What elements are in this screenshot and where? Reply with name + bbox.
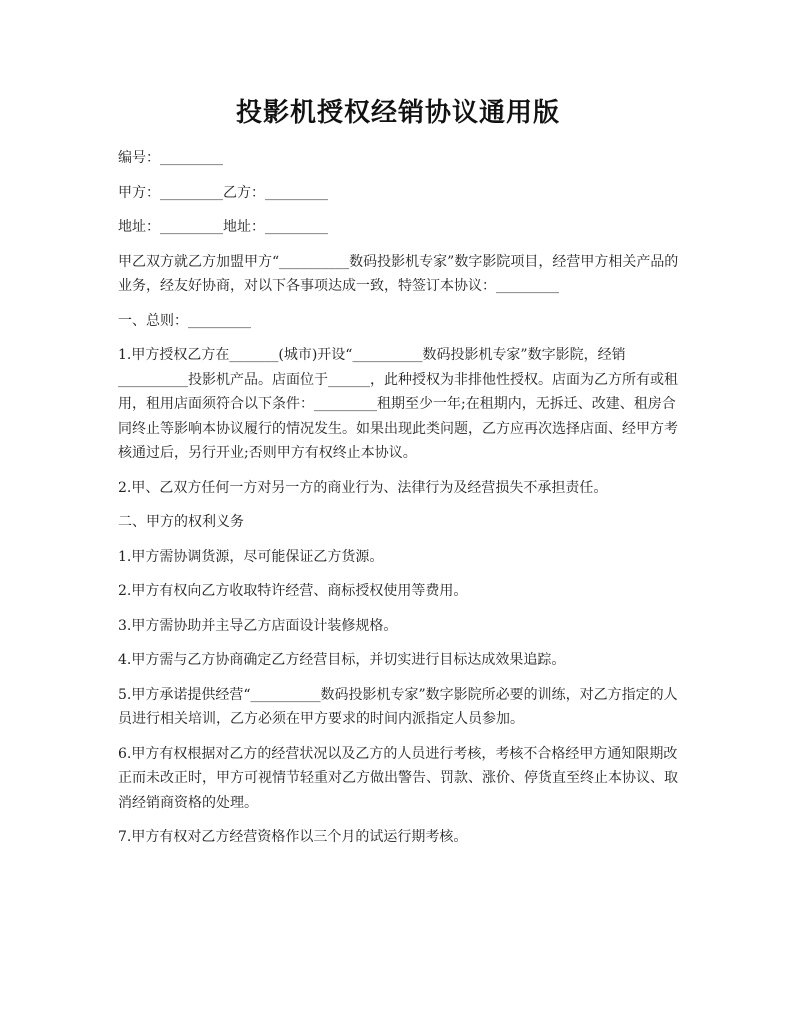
clause-party-a-7: 7.甲方有权对乙方经营资格作以三个月的试运行期考核。 (118, 829, 468, 845)
clause-party-a-6: 6.甲方有权根据对乙方的经营状况以及乙方的人员进行考核，考核不合格经甲方通知限期改正而未改正时，甲方可视情节轻重对乙方做出警告、罚款、涨价、停货直至终止本协议、取消经销商资格的处理。 (118, 745, 678, 811)
section-heading-general: 一、总则：_________ (118, 312, 251, 329)
section-heading-party-a-rights: 二、甲方的权利义务 (118, 514, 244, 530)
clause-party-a-4: 4.甲方需与乙方协商确定乙方经营目标，并切实进行目标达成效果追踪。 (118, 652, 566, 668)
parties-line: 甲方：_________乙方：_________ (118, 184, 328, 201)
clause-party-a-3: 3.甲方需协助并主导乙方店面设计装修规格。 (118, 617, 398, 634)
clause-general-2: 2.甲、乙双方任何一方对另一方的商业行为、法律行为及经营损失不承担责任。 (118, 479, 608, 496)
address-line: 地址：_________地址：_________ (118, 219, 328, 235)
clause-party-a-5: 5.甲方承诺提供经营“__________数码投影机专家”数字影院所必要的训练，对乙方指定的人员进行相关培训，乙方必须在甲方要求的时间内派指定人员参加。 (118, 686, 678, 727)
document-body (118, 146, 684, 860)
contract-number-line: 编号：_________ (118, 150, 223, 166)
document-title: 投影机授权经销协议通用版 (235, 98, 560, 128)
clause-general-1: 1.甲方授权乙方在_______(城市)开设“__________数码投影机专家”数字影院，经销__________投影机产品。店面位于______，此种授权为非排他性授权。店面为乙方所有或租用，租用店面须符合以下条件：_________租期至少一年;在租期内，无拆迁、改建、租房合同终止等影响本协议履行的情况发生。如果出现此类问题，乙方应再次选择店面、经甲方考核通过后，另行开业;否则甲方有权终止本协议。 (118, 347, 678, 461)
clause-party-a-1: 1.甲方需协调货源，尽可能保证乙方货源。 (118, 548, 384, 565)
preamble-paragraph: 甲乙双方就乙方加盟甲方“__________数码投影机专家”数字影院项目，经营甲方相关产品的业务，经友好协商，对以下各事项达成一致，特签订本协议：_________ (118, 253, 679, 294)
clause-party-a-2: 2.甲方有权向乙方收取特许经营、商标授权使用等费用。 (118, 583, 468, 599)
